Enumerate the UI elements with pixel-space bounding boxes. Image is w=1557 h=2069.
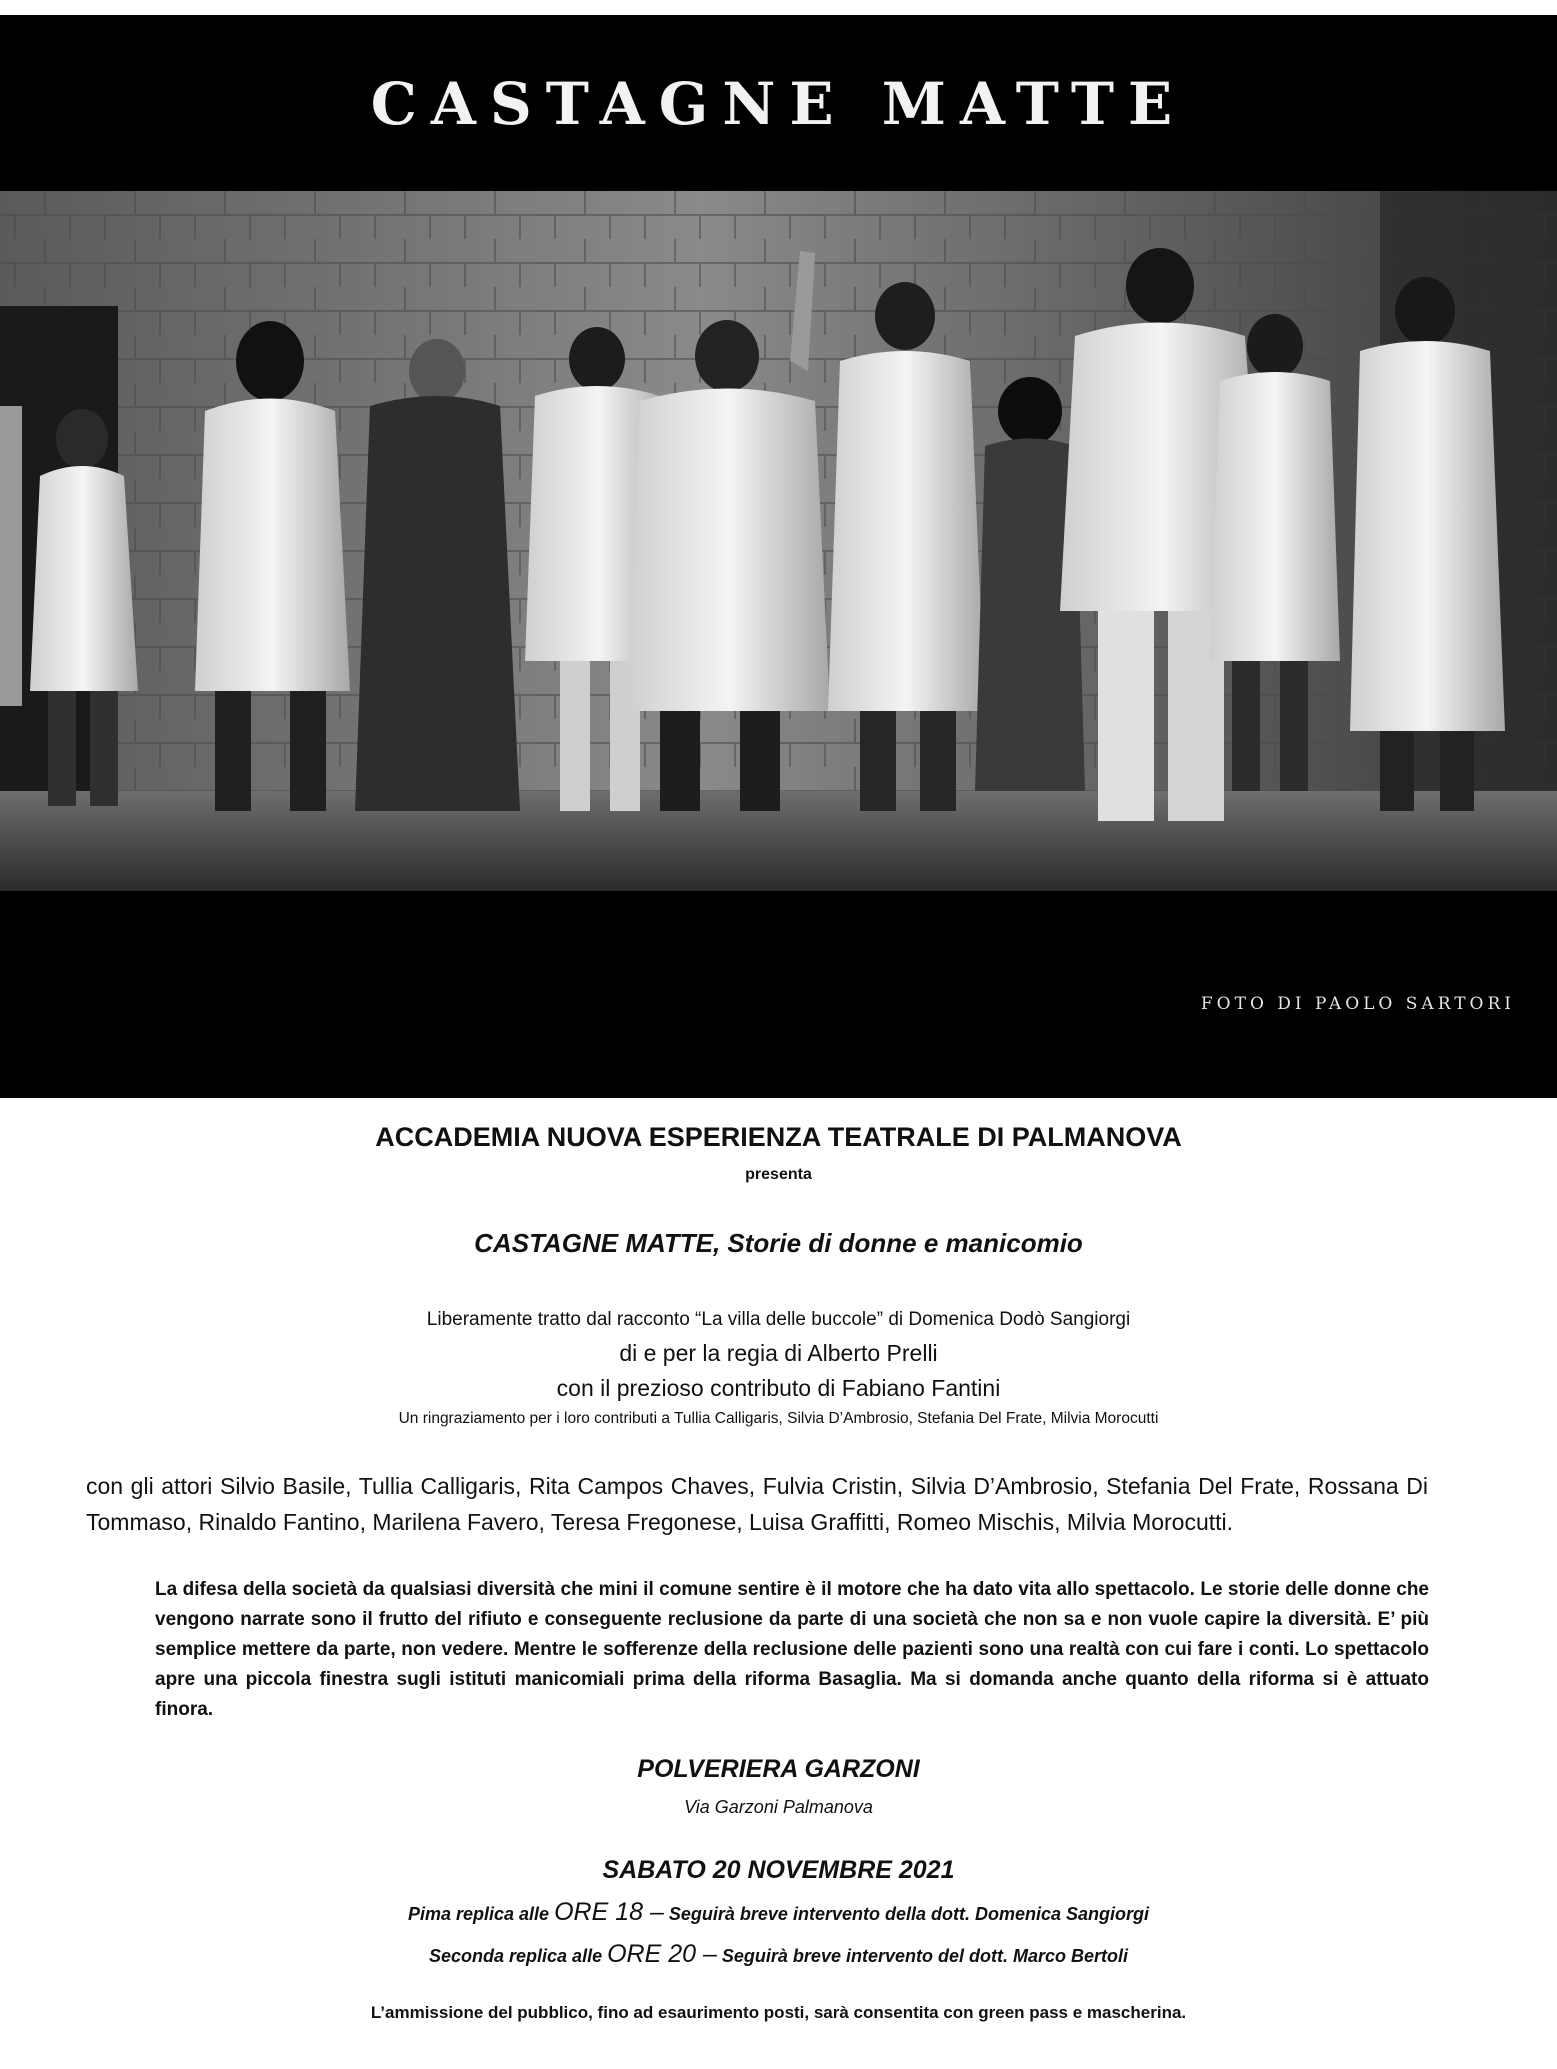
photo-credit: FOTO DI PAOLO SARTORI	[1200, 994, 1515, 1014]
poster-title: CASTAGNE MATTE	[370, 70, 1187, 138]
performance-1	[0, 1898, 1557, 1927]
cast-list: con gli attori Silvio Basile, Tullia Calligaris, Rita Campos Chaves, Fulvia Cristin, Silvia D’Ambrosio, Stefania Del Frate, Rossana Di Tommaso, Rinaldo Fantino, Marilena Favero, Teresa Fregonese, Luisa Graffitti, Romeo Mischis, Milvia Morocutti.	[86, 1473, 1428, 1535]
description-paragraph: La difesa della società da qualsiasi diversità che mini il comune sentire è il motore che ha dato vita allo spettacolo. Le storie delle donne che vengono narrate sono il frutto del rifiuto e conseguente reclusione da parte di una società che non sa e non vuole capire la diversità. E’ più semplice mettere da parte, non vedere. Mentre le sofferenze della reclusione delle pazienti sono una realtà con cui fare i conti. Lo spettacolo apre una piccola finestra sugli istituti manicomiali prima della riforma Basaglia. Ma si domanda anche quanto della riforma si è attuato finora.	[155, 1579, 1429, 1720]
presents-label: presenta	[745, 1166, 812, 1183]
venue-name: POLVERIERA GARZONI	[637, 1755, 920, 1783]
event-date: SABATO 20 NOVEMBRE 2021	[602, 1856, 955, 1884]
performance-1-prefix: Pima replica alle	[407, 1904, 550, 1924]
direction-credit: di e per la regia di Alberto Prelli	[619, 1340, 938, 1366]
admission-notice: L’ammissione del pubblico, fino ad esaurimento posti, sarà consentita con green pass e mascherina.	[370, 2003, 1187, 2022]
performance-2-time: ORE 20 –	[607, 1940, 717, 1968]
performance-2	[0, 1940, 1557, 1969]
show-title: CASTAGNE MATTE, Storie di donne e manicomio	[474, 1228, 1083, 1258]
performance-1-time: ORE 18 –	[554, 1898, 664, 1926]
contribution-credit: con il prezioso contributo di Fabiano Fantini	[556, 1375, 1001, 1401]
organization-name: ACCADEMIA NUOVA ESPERIENZA TEATRALE DI PALMANOVA	[375, 1122, 1182, 1152]
venue-address: Via Garzoni Palmanova	[684, 1797, 873, 1817]
performance-1-note: Seguirà breve intervento della dott. Domenica Sangiorgi	[668, 1904, 1149, 1924]
performance-2-note: Seguirà breve intervento del dott. Marco Bertoli	[721, 1946, 1128, 1966]
hero-photo-block	[0, 15, 1557, 1098]
source-credit: Liberamente tratto dal racconto “La villa delle buccole” di Domenica Dodò Sangiorgi	[426, 1309, 1131, 1330]
group-photo	[0, 191, 1557, 1098]
performance-2-prefix: Seconda replica alle	[429, 1946, 603, 1966]
thanks-line: Un ringraziamento per i loro contributi a Tullia Calligaris, Silvia D’Ambrosio, Stefania Del Frate, Milvia Morocutti	[398, 1410, 1159, 1427]
